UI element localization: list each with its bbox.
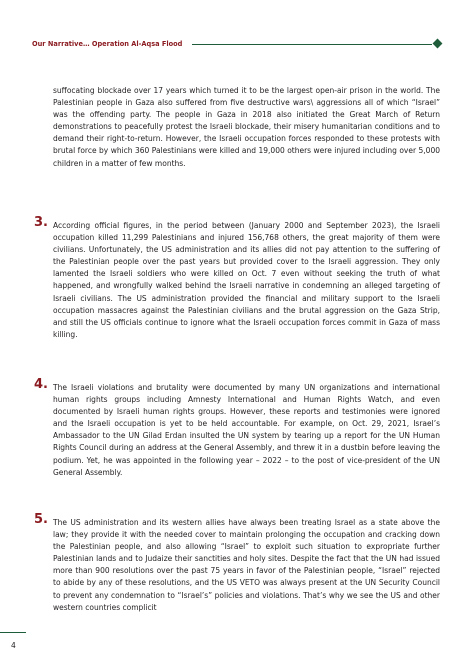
item-number-5: 5. (34, 512, 48, 527)
footer-rule (0, 632, 26, 633)
header-title: Our Narrative… Operation Al-Aqsa Flood (32, 40, 183, 48)
diamond-icon (433, 39, 443, 49)
paragraph-continued: suffocating blockade over 17 years which turned it to be the largest open-air prison in the world. The Palestinian people in Gaza also suffered from five destructive wars\ aggressions all of which “Israel” was the offending party. The people in Gaza in 2018 also initiated the Great March of Return demonstrations to peacefully protest the Israeli blockade, their misery humanitarian conditions and to demand their right-to-return. However, the Israeli occupation forces responded to these protests with brutal force by which 360 Palestinians were killed and 19,000 others were injured including over 5,000 children in a matter of few months. (53, 86, 440, 168)
item-number-3: 3. (34, 215, 48, 230)
running-header (32, 38, 444, 52)
item-number-4: 4. (34, 377, 48, 392)
paragraph-4: The Israeli violations and brutality were documented by many UN organizations and international human rights groups including Amnesty International and Human Rights Watch, and even documented by Israeli human rights groups. However, these reports and testimonies were ignored and the Israeli occupation is yet to be held accountable. For example, on Oct. 29, 2021, Israel’s Ambassador to the UN Gilad Erdan insulted the UN system by tearing up a report for the UN Human Rights Council during an address at the General Assembly, and threw it in a dustbin before leaving the podium. Yet, he was appointed in the following year – 2022 – to the post of vice-president of the UN General Assembly. (53, 383, 440, 477)
paragraph-5: The US administration and its western allies have always been treating Israel as a state above the law; they provide it with the needed cover to maintain prolonging the occupation and cracking down the Palestinian people, and also allowing “Israel” to exploit such situation to expropriate further Palestinian lands and to Judaize their sanctities and holy sites. Despite the fact that the UN had issued more than 900 resolutions over the past 75 years in favor of the Palestinian people, “Israel” rejected to abide by any of these resolutions, and the US VETO was always present at the UN Security Council to prevent any condemnation to “Israel’s” policies and violations. That’s why we see the US and other western countries complicit (53, 518, 440, 612)
header-rule (192, 44, 432, 45)
paragraph-3: According official figures, in the period between (January 2000 and September 2023), the Israeli occupation killed 11,299 Palestinians and injured 156,768 others, the great majority of them were civilians. Unfortunately, the US administration and its allies did not pay attention to the suffering of the Palestinian people over the past years but provided cover to the Israeli aggression. They only lamented the Israeli soldiers who were killed on Oct. 7 even without seeking the truth of what happened, and wrongfully walked behind the Israeli narrative in condemning an alleged targeting of Israeli civilians. The US administration provided the financial and military support to the Israeli occupation massacres against the Palestinian civilians and the brutal aggression on the Gaza Strip, and still the US officials continue to ignore what the Israeli occupation forces commit in Gaza of mass killing. (53, 221, 440, 339)
page-number: 4 (11, 641, 16, 650)
